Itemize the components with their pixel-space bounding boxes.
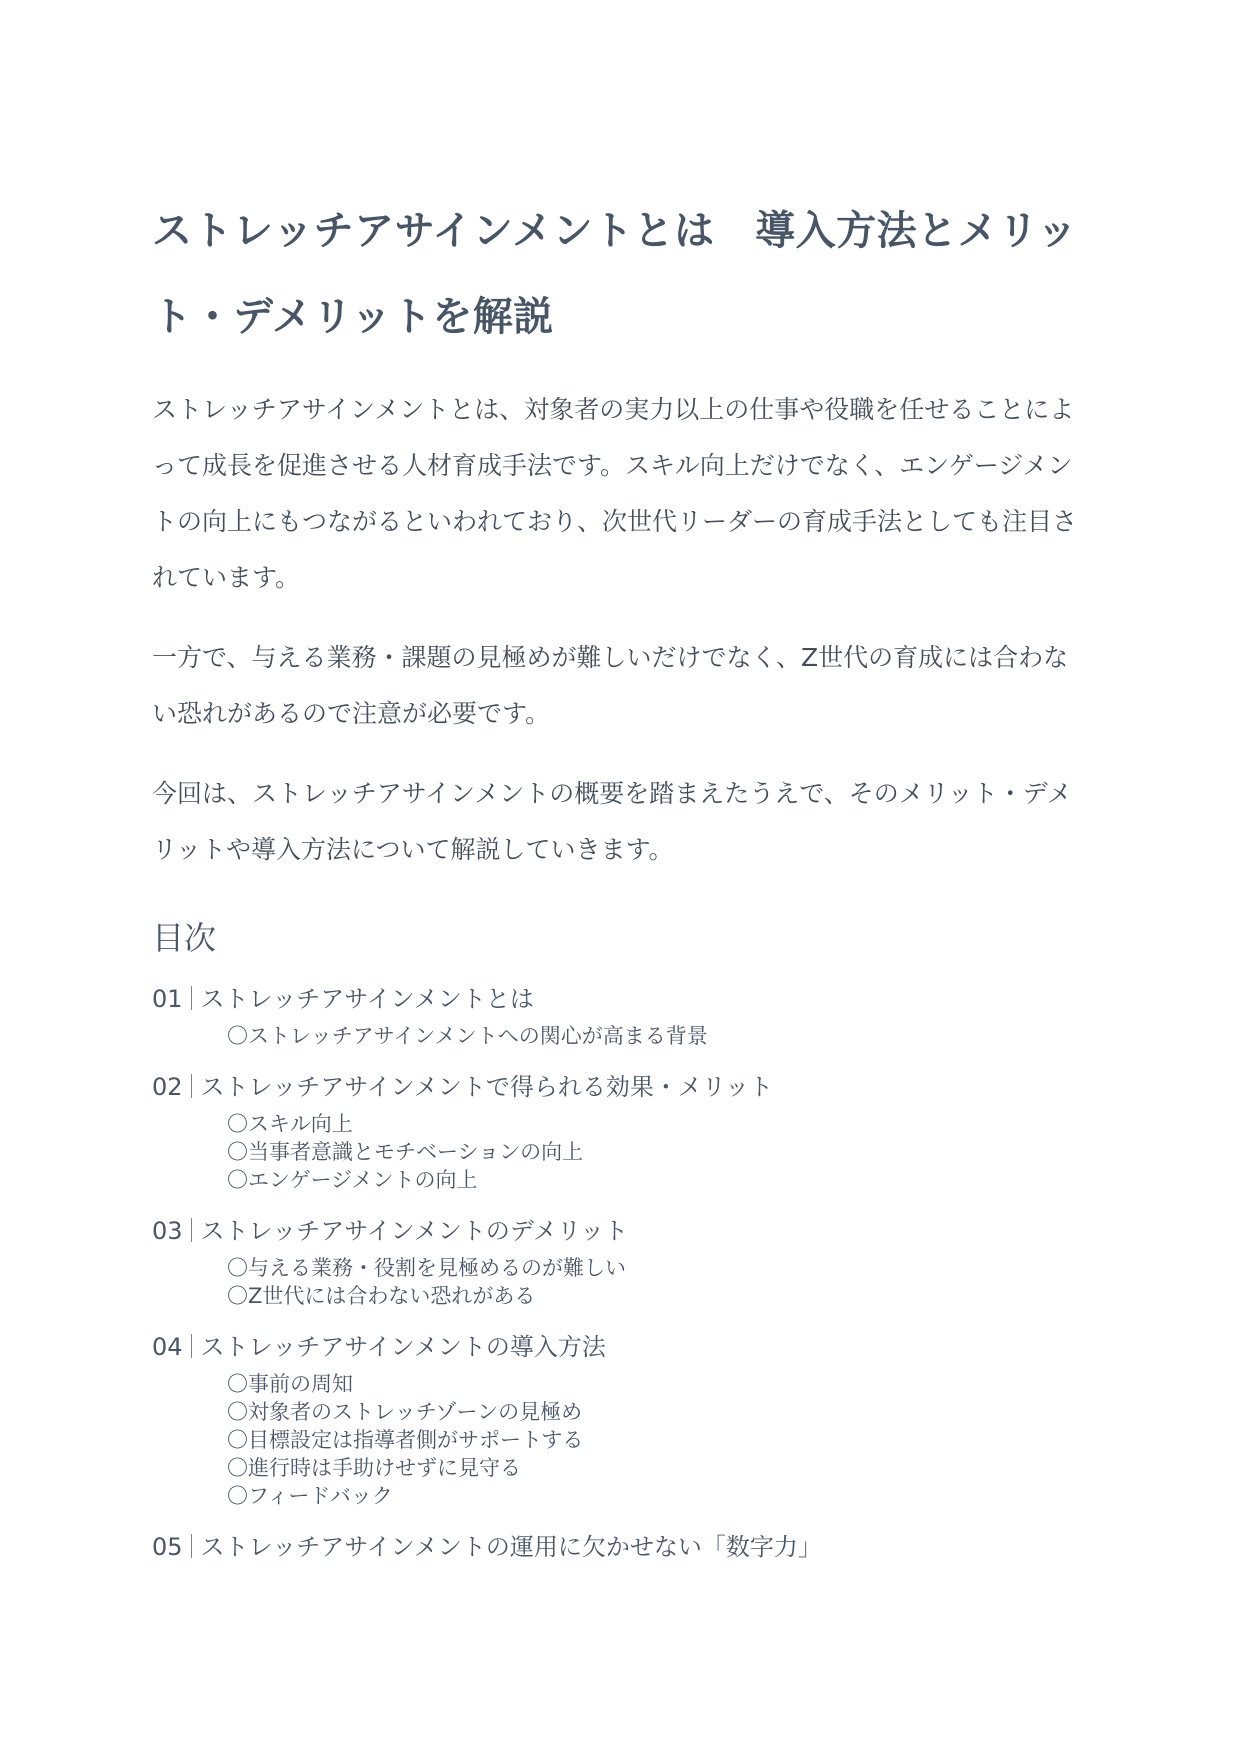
toc-divider: [191, 1334, 192, 1358]
toc-sub-item[interactable]: 〇対象者のストレッチゾーンの見極め: [227, 1400, 583, 1424]
toc-sub-item[interactable]: 〇事前の周知: [227, 1372, 353, 1396]
toc-sub-list: [227, 1110, 1092, 1194]
toc-sub-item[interactable]: 〇ストレッチアサインメントへの関心が高まる背景: [227, 1024, 708, 1048]
toc-divider: [191, 1218, 192, 1242]
toc-section-02: [152, 1070, 1092, 1194]
toc-entry-number: 01: [152, 985, 183, 1013]
toc-sub-list: [227, 1022, 1092, 1050]
toc-entry-number: 02: [152, 1073, 183, 1101]
toc-sub-item[interactable]: 〇フィードバック: [227, 1484, 393, 1508]
toc-divider: [191, 1534, 192, 1558]
toc-sub-item[interactable]: 〇与える業務・役割を見極めるのが難しい: [227, 1256, 626, 1280]
intro-paragraph: 今回は、ストレッチアサインメントの概要を踏まえたうえで、そのメリット・デメリットや導入方法について解説していきます。: [152, 779, 1072, 864]
toc-sub-list: [227, 1370, 1092, 1510]
table-of-contents: [152, 918, 1092, 1564]
toc-sub-item[interactable]: 〇目標設定は指導者側がサポートする: [227, 1428, 584, 1452]
toc-entry-number: 03: [152, 1217, 183, 1245]
toc-divider: [191, 1074, 192, 1098]
toc-entry[interactable]: [152, 1214, 1092, 1248]
intro-paragraph: ストレッチアサインメントとは、対象者の実力以上の仕事や役職を任せることによって成長を促進させる人材育成手法です。スキル向上だけでなく、エンゲージメントの向上にもつながるといわれており、次世代リーダーの育成手法としても注目されています。: [152, 395, 1078, 592]
toc-entry-number: 04: [152, 1333, 183, 1361]
toc-entry-number: 05: [152, 1533, 183, 1561]
toc-entry[interactable]: [152, 1070, 1092, 1104]
toc-entry-title: ストレッチアサインメントのデメリット: [200, 1217, 628, 1245]
toc-section-03: [152, 1214, 1092, 1310]
toc-sub-list: [227, 1254, 1092, 1310]
toc-sub-item[interactable]: 〇当事者意識とモチベーションの向上: [227, 1140, 584, 1164]
toc-section-01: [152, 982, 1092, 1050]
toc-entry[interactable]: [152, 1330, 1092, 1364]
toc-section-05: [152, 1530, 1092, 1564]
toc-entry-title: ストレッチアサインメントの運用に欠かせない「数字力」: [200, 1533, 822, 1561]
toc-heading: 目次: [152, 919, 217, 957]
toc-entry-title: ストレッチアサインメントとは: [200, 985, 534, 1013]
intro-body: [152, 382, 1092, 878]
toc-section-04: [152, 1330, 1092, 1510]
article-title: ストレッチアサインメントとは 導入方法とメリット・デメリットを解説: [152, 208, 1078, 340]
toc-sub-item[interactable]: 〇進行時は手助けせずに見守る: [227, 1456, 521, 1480]
toc-entry[interactable]: [152, 982, 1092, 1016]
toc-entry-title: ストレッチアサインメントで得られる効果・メリット: [200, 1073, 773, 1101]
toc-divider: [191, 986, 192, 1010]
toc-sub-item[interactable]: 〇スキル向上: [227, 1112, 353, 1136]
toc-entry-title: ストレッチアサインメントの導入方法: [200, 1333, 606, 1361]
toc-sub-item[interactable]: 〇Z世代には合わない恐れがある: [227, 1284, 536, 1308]
toc-entry[interactable]: [152, 1530, 1092, 1564]
toc-sub-item[interactable]: 〇エンゲージメントの向上: [227, 1168, 478, 1192]
intro-paragraph: 一方で、与える業務・課題の見極めが難しいだけでなく、Z世代の育成には合わない恐れがあるので注意が必要です。: [152, 643, 1069, 728]
